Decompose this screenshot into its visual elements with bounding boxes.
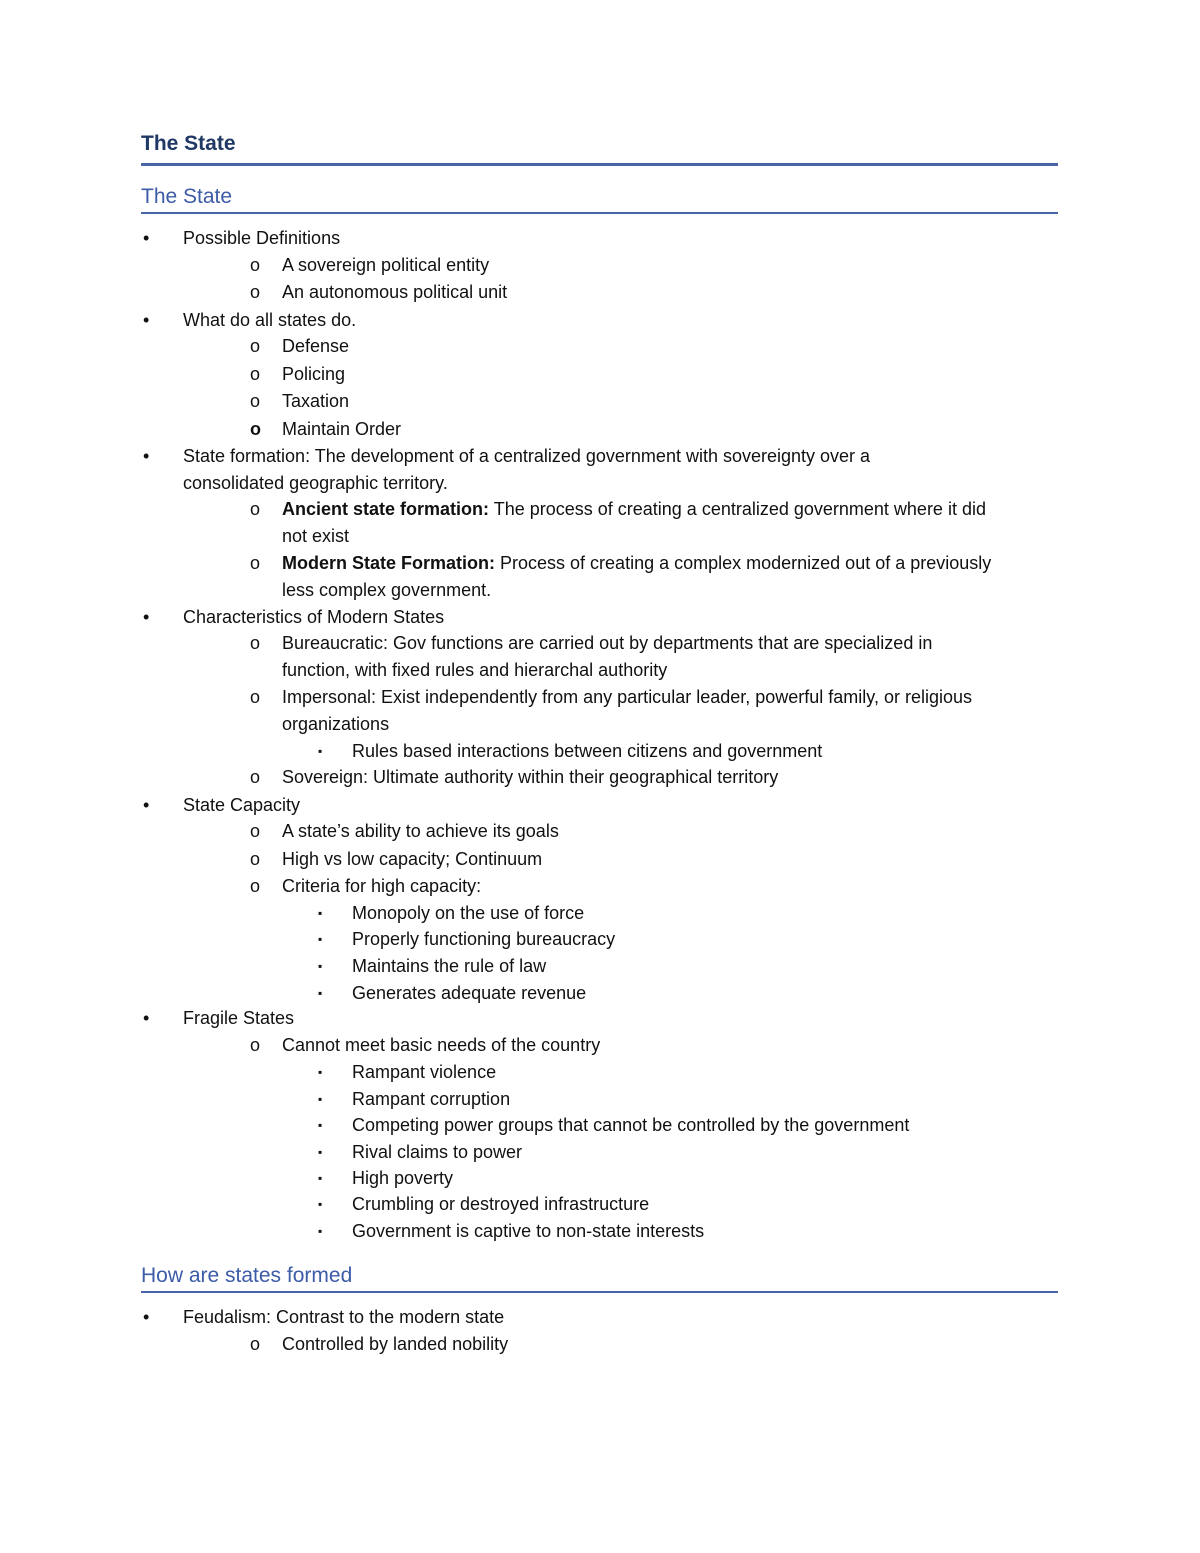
bullet-marker: ▪ <box>318 986 323 1000</box>
bullet-marker: o <box>250 553 261 573</box>
list-item-continuation: less complex government. <box>282 580 492 600</box>
list-item: Rival claims to power <box>352 1142 523 1162</box>
list-item: Properly functioning bureaucracy <box>352 929 616 949</box>
bullet-marker: o <box>250 336 261 356</box>
bullet-marker: o <box>250 687 261 707</box>
list-item-continuation: not exist <box>282 526 350 546</box>
list-item: Maintains the rule of law <box>352 956 547 976</box>
list-item: Maintain Order <box>282 419 402 439</box>
term-label: Ancient state formation: <box>282 499 490 519</box>
list-item: State formation: The development of a centralized government with sovereignty over a <box>183 446 871 466</box>
list-item: Rampant violence <box>352 1062 497 1082</box>
list-item: Characteristics of Modern States <box>183 607 445 627</box>
list-item: Cannot meet basic needs of the country <box>282 1035 601 1055</box>
bullet-marker: • <box>143 1008 150 1028</box>
term-definition: Process of creating a complex modernized out of a previously <box>495 553 992 573</box>
bullet-marker: o <box>250 419 261 439</box>
bullet-marker: o <box>250 633 261 653</box>
bullet-marker: ▪ <box>318 1145 323 1159</box>
list-item: A state’s ability to achieve its goals <box>282 821 559 841</box>
term-label: Modern State Formation: <box>282 553 496 573</box>
list-item: Possible Definitions <box>183 228 341 248</box>
bullet-marker: ▪ <box>318 1065 323 1079</box>
bullet-marker: ▪ <box>318 1171 323 1185</box>
bullet-marker: o <box>250 1334 261 1354</box>
list-item: Controlled by landed nobility <box>282 1334 509 1354</box>
bullet-marker: • <box>143 607 150 627</box>
list-item-continuation: organizations <box>282 714 390 734</box>
list-item: Rules based interactions between citizens and government <box>352 741 823 761</box>
bullet-marker: • <box>143 310 150 330</box>
bullet-marker: o <box>250 282 261 302</box>
list-item: Sovereign: Ultimate authority within their geographical territory <box>282 767 779 787</box>
bullet-marker: o <box>250 391 261 411</box>
bullet-marker: ▪ <box>318 1224 323 1238</box>
bullet-marker: • <box>143 795 150 815</box>
list-item: Monopoly on the use of force <box>352 903 585 923</box>
list-item: Taxation <box>282 391 350 411</box>
list-item-continuation: function, with fixed rules and hierarchal authority <box>282 660 668 680</box>
list-item: Bureaucratic: Gov functions are carried out by departments that are specialized in <box>282 633 933 653</box>
term-definition: The process of creating a centralized government where it did <box>489 499 986 519</box>
bullet-marker: o <box>250 255 261 275</box>
list-item: Criteria for high capacity: <box>282 876 482 896</box>
document-title: The State <box>141 131 1058 166</box>
bullet-marker: ▪ <box>318 1092 323 1106</box>
bullet-marker: ▪ <box>318 1197 323 1211</box>
bullet-marker: ▪ <box>318 744 323 758</box>
bullet-marker: o <box>250 821 261 841</box>
list-item: Rampant corruption <box>352 1089 511 1109</box>
section-heading-how-are-states-formed: How are states formed <box>141 1263 1058 1293</box>
list-item <box>282 498 986 520</box>
list-item: A sovereign political entity <box>282 255 490 275</box>
list-item: High poverty <box>352 1168 454 1188</box>
bullet-marker: o <box>250 499 261 519</box>
list-item <box>282 552 991 574</box>
bullet-marker: o <box>250 767 261 787</box>
list-item: Defense <box>282 336 350 356</box>
bullet-marker: • <box>143 228 150 248</box>
bullet-marker: ▪ <box>318 932 323 946</box>
bullet-marker: ▪ <box>318 1118 323 1132</box>
list-item: Government is captive to non-state interests <box>352 1221 705 1241</box>
section-heading-the-state: The State <box>141 184 1058 214</box>
list-item: Feudalism: Contrast to the modern state <box>183 1307 505 1327</box>
bullet-marker: o <box>250 849 261 869</box>
bullet-marker: o <box>250 1035 261 1055</box>
bullet-marker: o <box>250 876 261 896</box>
bullet-marker: • <box>143 1307 150 1327</box>
bullet-marker: ▪ <box>318 906 323 920</box>
list-item: Competing power groups that cannot be controlled by the government <box>352 1115 910 1135</box>
list-item-continuation: consolidated geographic territory. <box>183 473 448 493</box>
list-item: An autonomous political unit <box>282 282 508 302</box>
list-item: Generates adequate revenue <box>352 983 587 1003</box>
bullet-marker: ▪ <box>318 959 323 973</box>
list-item: Policing <box>282 364 346 384</box>
list-item: Impersonal: Exist independently from any particular leader, powerful family, or religious <box>282 687 972 707</box>
list-item: Fragile States <box>183 1008 295 1028</box>
list-item: Crumbling or destroyed infrastructure <box>352 1194 650 1214</box>
bullet-marker: o <box>250 364 261 384</box>
list-item: State Capacity <box>183 795 301 815</box>
list-item: High vs low capacity; Continuum <box>282 849 543 869</box>
list-item: What do all states do. <box>183 310 357 330</box>
bullet-marker: • <box>143 446 150 466</box>
